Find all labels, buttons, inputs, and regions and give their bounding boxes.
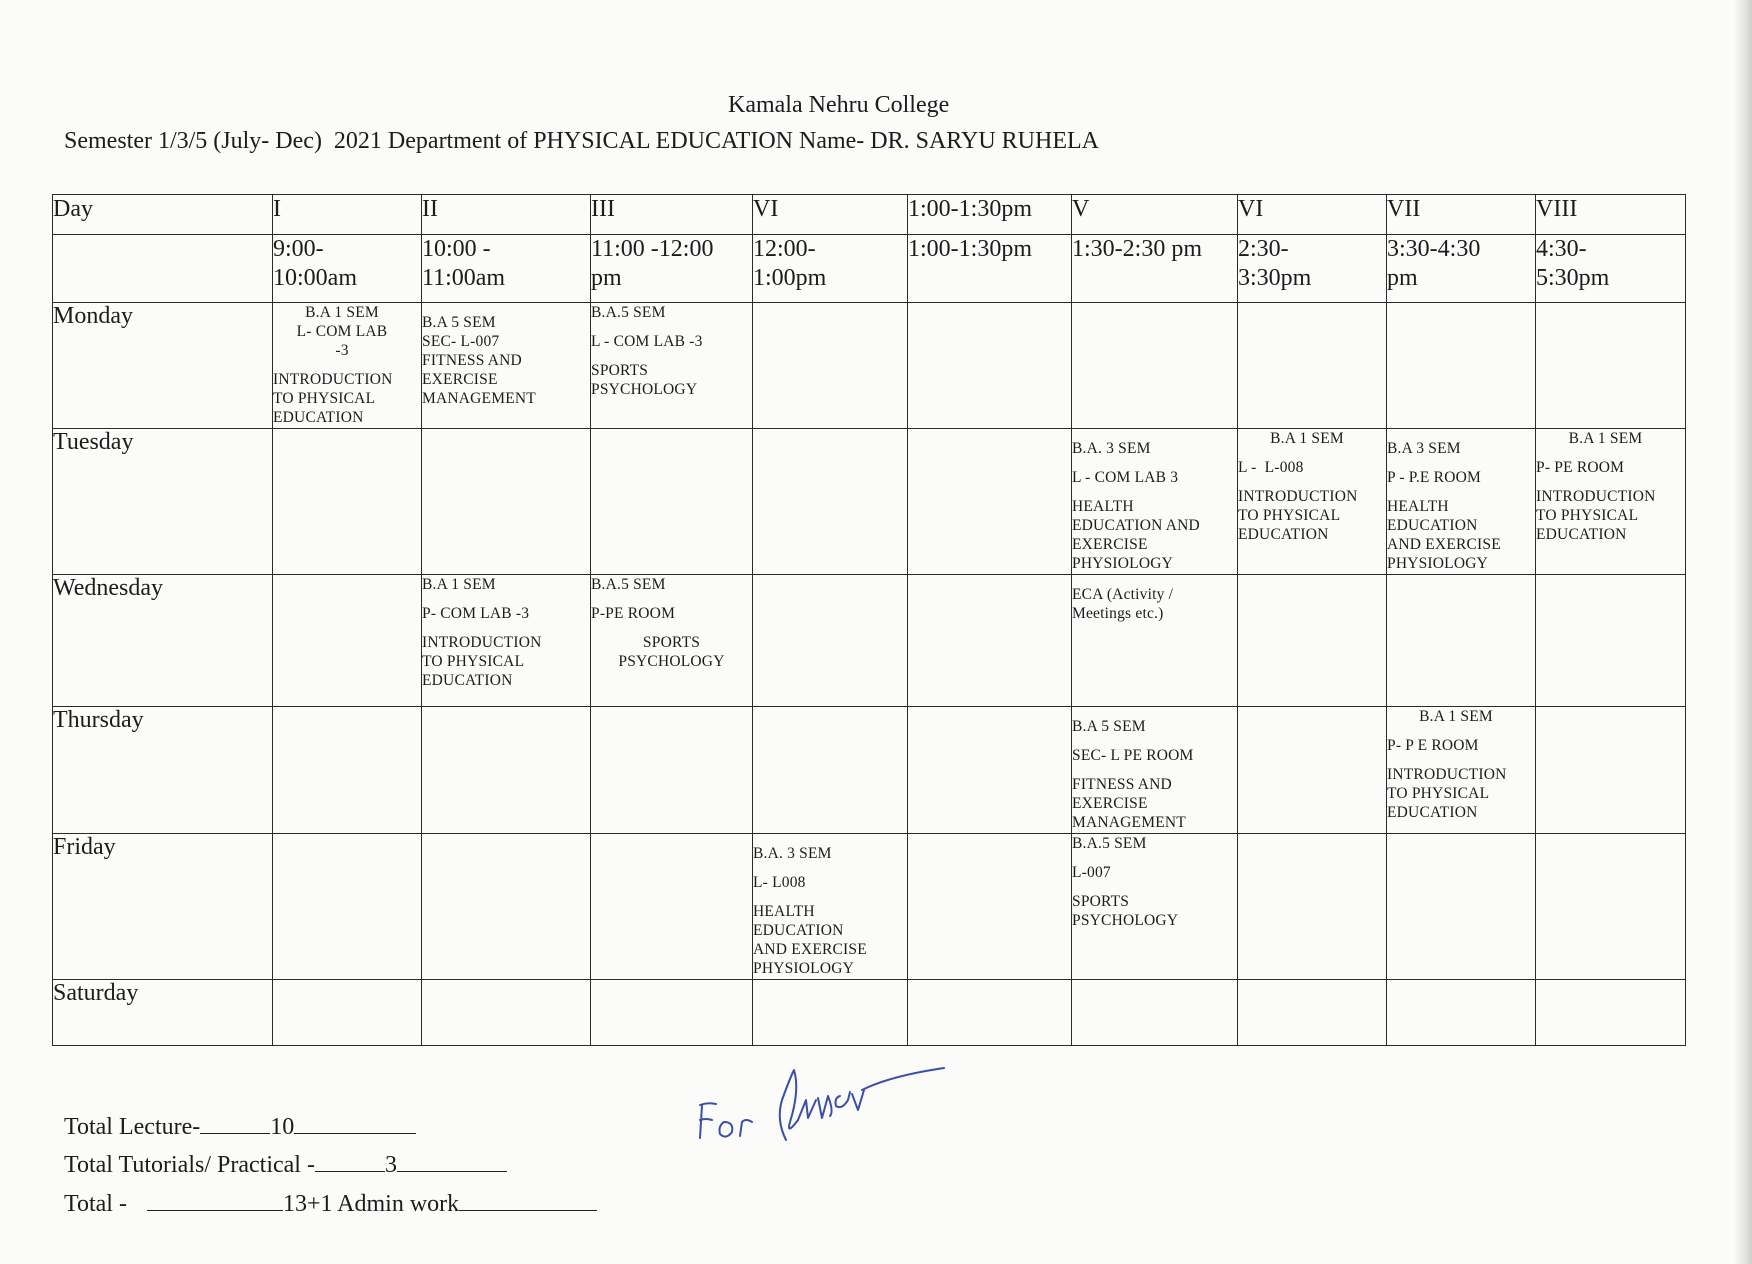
header-day: Day [53,195,273,235]
time-period-8: 4:30- 5:30pm [1536,235,1686,303]
class-entry [591,575,753,707]
class-entry [1072,575,1238,707]
class-entry [273,303,422,429]
empty-cell [273,980,422,1046]
empty-cell [1536,303,1686,429]
class-entry [1387,707,1536,834]
empty-cell [422,834,591,980]
empty-cell [273,575,422,707]
class-subject: INTRODUCTION TO PHYSICAL EDUCATION [1238,488,1358,543]
row-wednesday [53,575,1686,707]
class-subject: SPORTS PSYCHOLOGY [591,362,698,398]
header-period-8: VIII [1536,195,1686,235]
empty-cell [1072,980,1238,1046]
header-period-7: VII [1387,195,1536,235]
row-friday [53,834,1686,980]
time-period-5: 1:30-2:30 pm [1072,235,1238,303]
empty-cell [1536,707,1686,834]
empty-cell [273,429,422,575]
class-room: SEC- L-007 [422,333,500,350]
class-room: L - COM LAB 3 [1072,469,1179,486]
empty-cell [591,707,753,834]
empty-cell [273,707,422,834]
empty-cell [908,834,1072,980]
total-value: 13+1 Admin work [282,1191,460,1217]
class-subject: INTRODUCTION TO PHYSICAL EDUCATION [1536,488,1656,543]
college-name: Kamala Nehru College [728,92,950,118]
scanned-page-edge-shadow [1734,0,1752,1264]
total-label: Total - [64,1191,127,1217]
class-subject: FITNESS AND EXERCISE MANAGEMENT [422,352,536,407]
row-saturday [53,980,1686,1046]
day-monday: Monday [53,303,273,429]
total-lecture [64,1114,416,1141]
class-room: L-007 [1072,864,1111,881]
total-lecture-label: Total Lecture- [64,1114,201,1140]
empty-cell [1238,834,1387,980]
class-subject: HEALTH EDUCATION AND EXERCISE PHYSIOLOGY [753,903,867,977]
header-period-4: VI [753,195,908,235]
empty-cell [908,575,1072,707]
class-semester: B.A 5 SEM [1072,718,1146,735]
empty-cell [1536,834,1686,980]
class-subject: HEALTH EDUCATION AND EXERCISE PHYSIOLOGY [1387,498,1501,572]
empty-cell [1387,575,1536,707]
timetable [52,194,1686,1046]
header-period-6: VI [1238,195,1387,235]
empty-cell [1536,575,1686,707]
header-period-2: II [422,195,591,235]
day-friday: Friday [53,834,273,980]
empty-cell [908,707,1072,834]
total-lecture-value: 10 [270,1114,295,1140]
empty-cell [591,429,753,575]
underline [200,1133,270,1134]
empty-cell [753,429,908,575]
class-room: L - COM LAB -3 [591,333,703,350]
activity-note: ECA (Activity / Meetings etc.) [1072,586,1174,622]
class-room: L - L-008 [1238,459,1304,476]
row-monday [53,303,1686,429]
class-semester: B.A 3 SEM [1387,440,1461,457]
class-room: P- PE ROOM [1536,459,1625,476]
class-room: L- COM LAB -3 [296,323,388,359]
class-semester: B.A 1 SEM [1270,430,1344,447]
class-semester: B.A.5 SEM [591,304,666,321]
empty-cell [1387,303,1536,429]
time-period-2: 10:00 - 11:00am [422,235,591,303]
total-practical [64,1152,507,1179]
day-saturday: Saturday [53,980,273,1046]
empty-cell [753,303,908,429]
timetable-subtitle: Semester 1/3/5 (July- Dec) 2021 Department of PHYSICAL EDUCATION Name- DR. SARYU RUHELA [64,128,1099,154]
class-entry [422,303,591,429]
row-thursday [53,707,1686,834]
class-entry [1238,429,1387,575]
empty-cell [753,575,908,707]
empty-cell [908,429,1072,575]
period-header-row [53,195,1686,235]
time-period-7: 3:30-4:30 pm [1387,235,1536,303]
class-entry [591,303,753,429]
time-empty [53,235,273,303]
time-break: 1:00-1:30pm [908,235,1072,303]
empty-cell [1238,707,1387,834]
class-room: P-PE ROOM [591,605,676,622]
empty-cell [908,980,1072,1046]
day-wednesday: Wednesday [53,575,273,707]
class-room: P - P.E ROOM [1387,469,1481,486]
total-practical-label: Total Tutorials/ Practical - [64,1152,315,1178]
class-subject: SPORTS PSYCHOLOGY [1072,893,1179,929]
day-tuesday: Tuesday [53,429,273,575]
empty-cell [1387,834,1536,980]
class-entry [753,834,908,980]
underline [459,1210,597,1211]
header-break: 1:00-1:30pm [908,195,1072,235]
class-subject: HEALTH EDUCATION AND EXERCISE PHYSIOLOGY [1072,498,1200,572]
class-semester: B.A 1 SEM [1419,708,1493,725]
time-period-1: 9:00- 10:00am [273,235,422,303]
time-period-4: 12:00- 1:00pm [753,235,908,303]
empty-cell [422,980,591,1046]
class-semester: B.A 1 SEM [422,576,496,593]
underline [147,1210,283,1211]
header-period-5: V [1072,195,1238,235]
class-subject: SPORTS PSYCHOLOGY [618,634,725,670]
class-semester: B.A 5 SEM [422,314,496,331]
class-entry [1072,834,1238,980]
class-semester: B.A. 3 SEM [753,845,832,862]
empty-cell [422,707,591,834]
underline [294,1133,416,1134]
empty-cell [1238,980,1387,1046]
total-practical-value: 3 [384,1152,397,1178]
empty-cell [753,980,908,1046]
class-room: L- L008 [753,874,806,891]
empty-cell [591,980,753,1046]
class-entry [1072,429,1238,575]
class-subject: INTRODUCTION TO PHYSICAL EDUCATION [1387,766,1507,821]
empty-cell [908,303,1072,429]
empty-cell [1238,303,1387,429]
header-period-1: I [273,195,422,235]
class-room: P- COM LAB -3 [422,605,530,622]
class-entry [1536,429,1686,575]
empty-cell [1072,303,1238,429]
class-semester: B.A.5 SEM [1072,835,1147,852]
underline [397,1171,507,1172]
empty-cell [1387,980,1536,1046]
time-header-row [53,235,1686,303]
class-entry [422,575,591,707]
class-subject: INTRODUCTION TO PHYSICAL EDUCATION [422,634,542,689]
empty-cell [1536,980,1686,1046]
empty-cell [1238,575,1387,707]
class-subject: FITNESS AND EXERCISE MANAGEMENT [1072,776,1186,831]
total-overall [64,1191,597,1218]
time-period-3: 11:00 -12:00 pm [591,235,753,303]
class-entry [1387,429,1536,575]
underline [315,1171,385,1172]
time-period-6: 2:30- 3:30pm [1238,235,1387,303]
class-room: SEC- L PE ROOM [1072,747,1194,764]
class-entry [1072,707,1238,834]
row-tuesday [53,429,1686,575]
class-subject: INTRODUCTION TO PHYSICAL EDUCATION [273,371,393,426]
day-thursday: Thursday [53,707,273,834]
empty-cell [422,429,591,575]
class-semester: B.A. 3 SEM [1072,440,1151,457]
class-semester: B.A 1 SEM [305,304,379,321]
empty-cell [273,834,422,980]
empty-cell [753,707,908,834]
empty-cell [591,834,753,980]
handwritten-signature [690,1060,950,1180]
class-semester: B.A.5 SEM [591,576,666,593]
header-period-3: III [591,195,753,235]
class-room: P- P E ROOM [1387,737,1479,754]
class-semester: B.A 1 SEM [1568,430,1643,447]
